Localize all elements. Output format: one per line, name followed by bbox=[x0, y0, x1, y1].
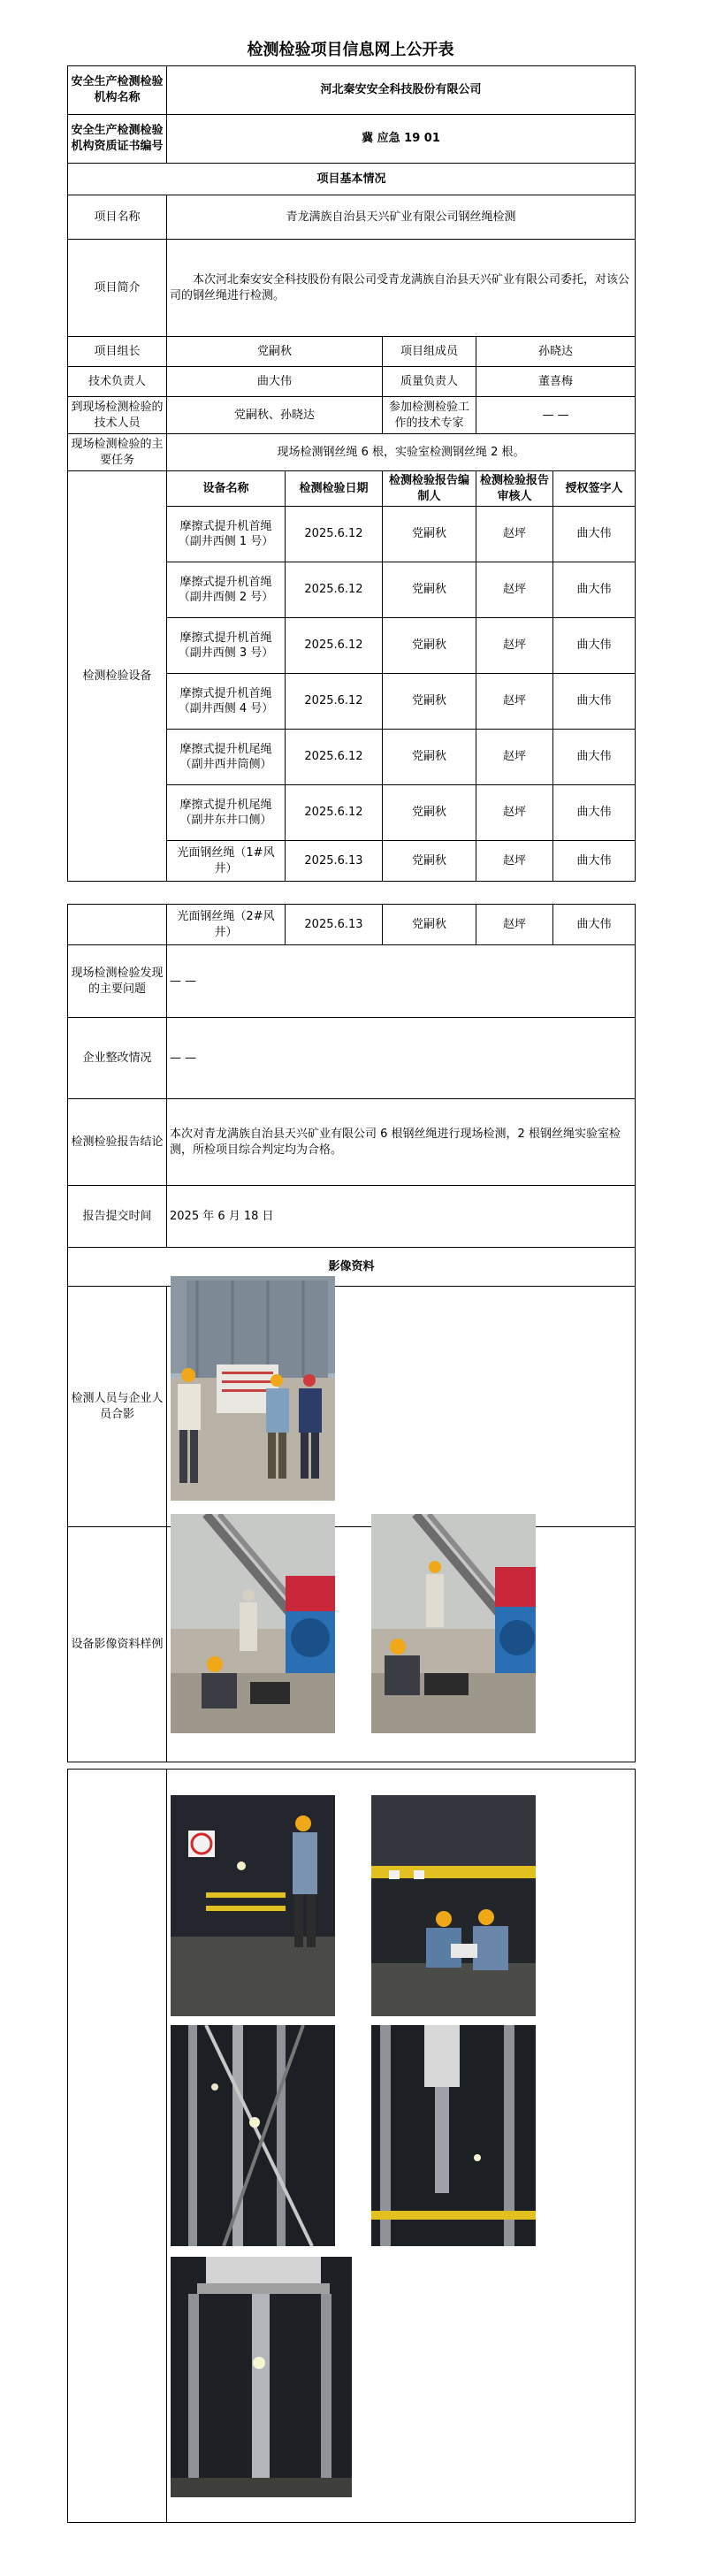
onsite-label: 到现场检测检验的技术人员 bbox=[68, 397, 167, 434]
cert-label: 安全生产检测检验机构资质证书编号 bbox=[68, 115, 167, 164]
equip-author: 党嗣秋 bbox=[383, 905, 476, 945]
equip-date: 2025.6.12 bbox=[286, 507, 383, 562]
equip-author: 党嗣秋 bbox=[383, 730, 476, 785]
equip-reviewer: 赵坪 bbox=[476, 730, 553, 785]
equipment-photo-1 bbox=[171, 1514, 335, 1733]
equip-signer: 曲大伟 bbox=[553, 618, 636, 674]
tech: 曲大伟 bbox=[167, 367, 383, 397]
equip-reviewer: 赵坪 bbox=[476, 674, 553, 730]
equip-author: 党嗣秋 bbox=[383, 618, 476, 674]
members-label: 项目组成员 bbox=[383, 337, 476, 367]
underground-photo-5 bbox=[171, 2257, 352, 2497]
project-name: 青龙满族自治县天兴矿业有限公司钢丝绳检测 bbox=[167, 195, 636, 240]
equip-reviewer: 赵坪 bbox=[476, 507, 553, 562]
org-name: 河北秦安安全科技股份有限公司 bbox=[167, 66, 636, 115]
equip-signer: 曲大伟 bbox=[553, 674, 636, 730]
submit-time: 2025 年 6 月 18 日 bbox=[167, 1186, 636, 1248]
equip-name: 光面钢丝绳（2#风井） bbox=[167, 905, 286, 945]
underground-photo-3 bbox=[171, 2025, 335, 2246]
equip-author: 党嗣秋 bbox=[383, 841, 476, 882]
equip-header-reviewer: 检测检验报告审核人 bbox=[476, 471, 553, 507]
issues: — — bbox=[167, 945, 636, 1018]
expert: — — bbox=[476, 397, 636, 434]
equip-name: 光面钢丝绳（1#风井） bbox=[167, 841, 286, 882]
underground-photo-2 bbox=[371, 1795, 536, 2016]
equip-author: 党嗣秋 bbox=[383, 674, 476, 730]
equipment-label: 检测检验设备 bbox=[68, 471, 167, 882]
equip-reviewer: 赵坪 bbox=[476, 618, 553, 674]
leader-label: 项目组长 bbox=[68, 337, 167, 367]
info-table-part1 bbox=[67, 65, 636, 882]
rectify: — — bbox=[167, 1018, 636, 1099]
equip-header-date: 检测检验日期 bbox=[286, 471, 383, 507]
equip-signer: 曲大伟 bbox=[553, 841, 636, 882]
equip-date: 2025.6.12 bbox=[286, 730, 383, 785]
equip-reviewer: 赵坪 bbox=[476, 562, 553, 618]
equip-signer: 曲大伟 bbox=[553, 562, 636, 618]
equip-date: 2025.6.12 bbox=[286, 674, 383, 730]
equip-date: 2025.6.13 bbox=[286, 841, 383, 882]
equip-date: 2025.6.12 bbox=[286, 785, 383, 841]
intro-text: 本次河北秦安安全科技股份有限公司受青龙满族自治县天兴矿业有限公司委托，对该公司的钢丝绳进行检测。 bbox=[167, 240, 636, 337]
tech-label: 技术负责人 bbox=[68, 367, 167, 397]
basic-section-title: 项目基本情况 bbox=[68, 164, 636, 195]
quality: 董喜梅 bbox=[476, 367, 636, 397]
equip-date: 2025.6.12 bbox=[286, 618, 383, 674]
equip-author: 党嗣秋 bbox=[383, 785, 476, 841]
equipment-photo-2 bbox=[371, 1514, 536, 1733]
equip-reviewer: 赵坪 bbox=[476, 905, 553, 945]
equip-header-signer: 授权签字人 bbox=[553, 471, 636, 507]
group-photo bbox=[171, 1276, 335, 1501]
quality-label: 质量负责人 bbox=[383, 367, 476, 397]
cert-value: 冀 应急 19 01 bbox=[167, 115, 636, 164]
group-photo-label: 检测人员与企业人员合影 bbox=[68, 1287, 167, 1527]
members: 孙晓达 bbox=[476, 337, 636, 367]
equip-signer: 曲大伟 bbox=[553, 730, 636, 785]
equip-author: 党嗣秋 bbox=[383, 507, 476, 562]
equip-author: 党嗣秋 bbox=[383, 562, 476, 618]
equip-header-name: 设备名称 bbox=[167, 471, 286, 507]
issues-label: 现场检测检验发现的主要问题 bbox=[68, 945, 167, 1018]
submit-label: 报告提交时间 bbox=[68, 1186, 167, 1248]
media-section-title: 影像资料 bbox=[68, 1248, 636, 1287]
equip-header-author: 检测检验报告编制人 bbox=[383, 471, 476, 507]
intro-label: 项目简介 bbox=[68, 240, 167, 337]
page-title: 检测检验项目信息网上公开表 bbox=[247, 41, 454, 59]
underground-photo-4 bbox=[371, 2025, 536, 2246]
equip-photo-label: 设备影像资料样例 bbox=[68, 1527, 167, 1762]
equip-name: 摩擦式提升机尾绳（副井西井筒侧） bbox=[167, 730, 286, 785]
org-name-label: 安全生产检测检验机构名称 bbox=[68, 66, 167, 115]
equip-date: 2025.6.12 bbox=[286, 562, 383, 618]
equip-name: 摩擦式提升机尾绳（副井东井口侧） bbox=[167, 785, 286, 841]
task: 现场检测钢丝绳 6 根，实验室检测钢丝绳 2 根。 bbox=[167, 434, 636, 471]
expert-label: 参加检测检验工作的技术专家 bbox=[383, 397, 476, 434]
leader: 党嗣秋 bbox=[167, 337, 383, 367]
underground-photo-1 bbox=[171, 1795, 335, 2016]
task-label: 现场检测检验的主要任务 bbox=[68, 434, 167, 471]
rectify-label: 企业整改情况 bbox=[68, 1018, 167, 1099]
equip-name: 摩擦式提升机首绳（副井西侧 4 号） bbox=[167, 674, 286, 730]
table-row bbox=[68, 905, 636, 945]
equip-signer: 曲大伟 bbox=[553, 785, 636, 841]
equip-reviewer: 赵坪 bbox=[476, 785, 553, 841]
equip-name: 摩擦式提升机首绳（副井西侧 3 号） bbox=[167, 618, 286, 674]
equip-name: 摩擦式提升机首绳（副井西侧 2 号） bbox=[167, 562, 286, 618]
equip-signer: 曲大伟 bbox=[553, 507, 636, 562]
equip-name: 摩擦式提升机首绳（副井西侧 1 号） bbox=[167, 507, 286, 562]
equip-reviewer: 赵坪 bbox=[476, 841, 553, 882]
info-table-part2 bbox=[67, 904, 636, 1762]
conclusion: 本次对青龙满族自治县天兴矿业有限公司 6 根钢丝绳进行现场检测，2 根钢丝绳实验室检测，所检项目综合判定均为合格。 bbox=[167, 1099, 636, 1186]
onsite: 党嗣秋、孙晓达 bbox=[167, 397, 383, 434]
conclusion-label: 检测检验报告结论 bbox=[68, 1099, 167, 1186]
project-name-label: 项目名称 bbox=[68, 195, 167, 240]
equip-signer: 曲大伟 bbox=[553, 905, 636, 945]
equip-date: 2025.6.13 bbox=[286, 905, 383, 945]
